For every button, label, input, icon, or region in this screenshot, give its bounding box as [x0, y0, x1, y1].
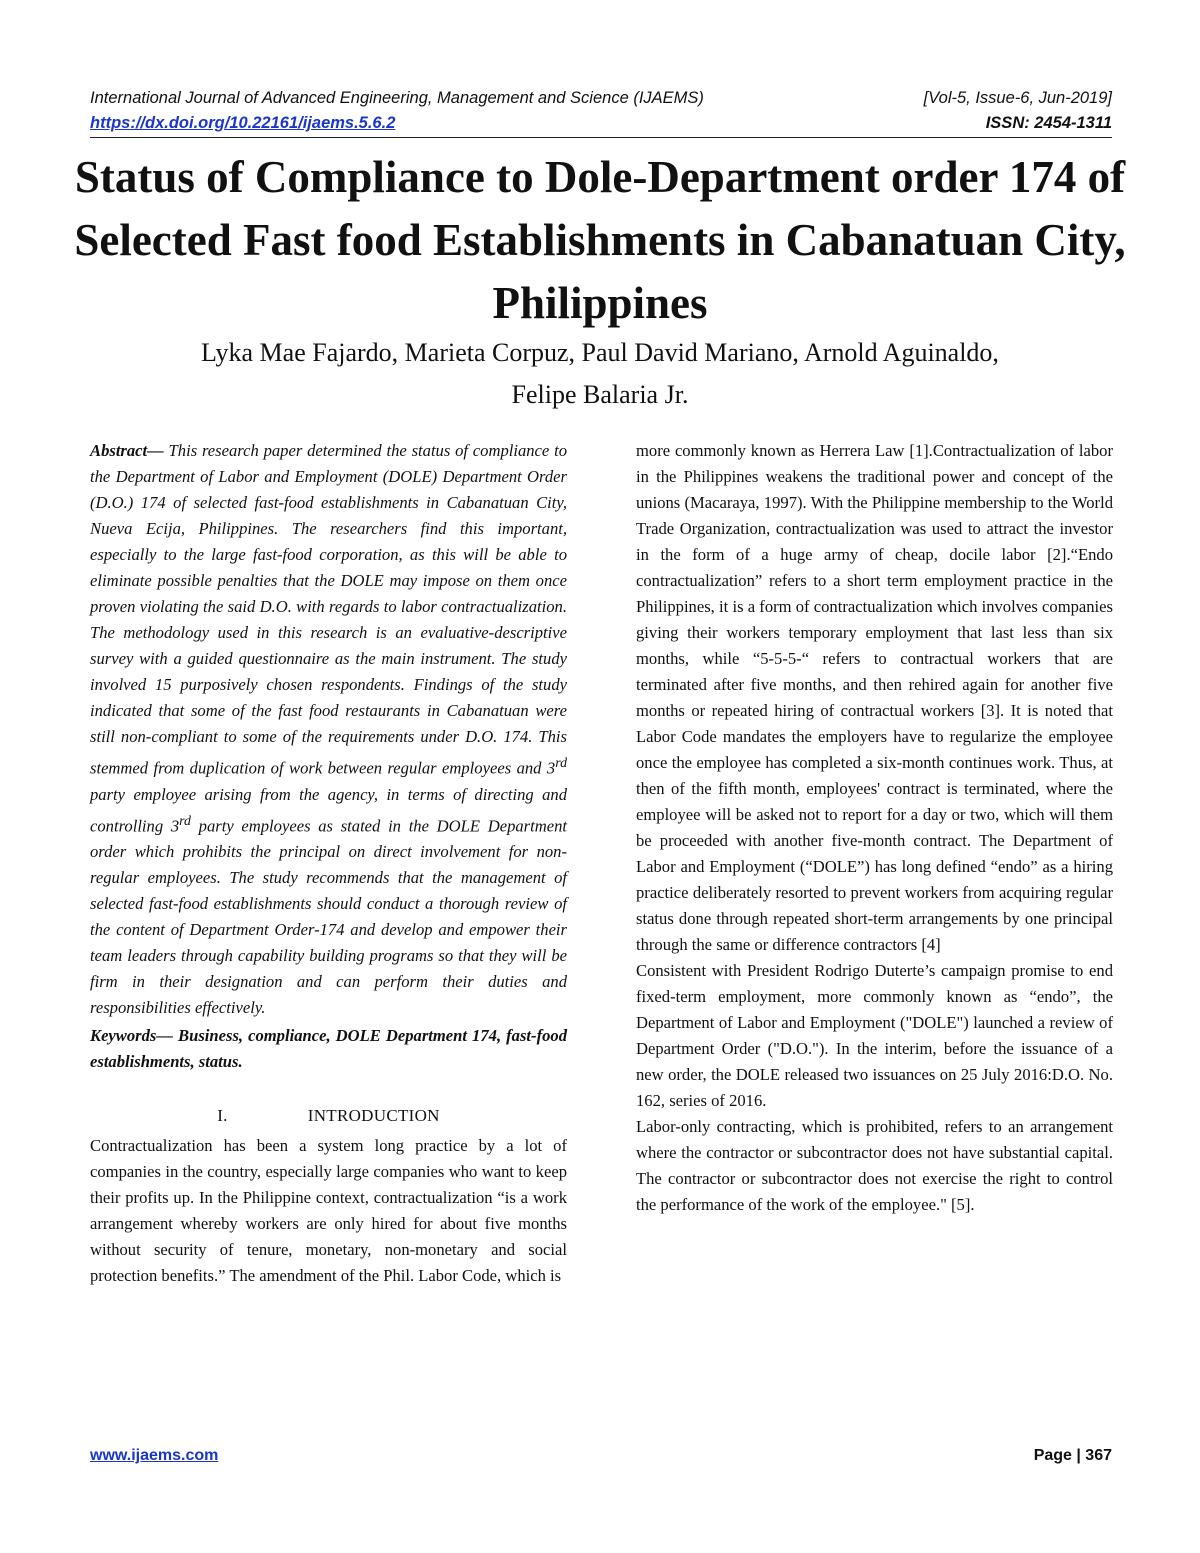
page-footer [90, 1447, 1112, 1465]
section-title: INTRODUCTION [307, 1106, 440, 1126]
journal-name: International Journal of Advanced Engineering, Management and Science (IJAEMS) [90, 89, 704, 107]
page-number: Page | 367 [1033, 1447, 1112, 1464]
website-link[interactable]: www.ijaems.com [90, 1447, 219, 1464]
author-list [80, 332, 1120, 416]
section-number: I. [217, 1106, 228, 1126]
body-paragraph-1: more commonly known as Herrera Law [1].Contractualization of labor in the Philippines weakens the traditional power and concept of the unions (Macaraya, 1997). With the Philippine membership to the World Trade Organization, contractualization was used to attract the investor in the form of a huge army of cheap, docile labor [2].“Endo contractualization” refers to a short term employment practice in the Philippines, it is a form of contractualization which involves companies giving their workers temporary employment that last less than six months, while “5-5-5-“ refers to contractual workers that are terminated after five months, and then rehired again for another five months or repeated hiring of contractual workers [3]. It is noted that Labor Code mandates the employers have to regularize the employee once the employee has completed a six-month continues work. Thus, at then of the fifth month, employees' contract is terminated, where the employee will be asked not to report for a day or two, which will them be proceeded with another five-month contract. The Department of Labor and Employment (“DOLE”) has long defined “endo” as a hiring practice deliberately resorted to prevent workers from acquiring regular status done through repeated short-term arrangements by one principal through the same or difference contractors [4] [636, 441, 1113, 954]
body-paragraph-2: Consistent with President Rodrigo Duterte’s campaign promise to end fixed-term employment, more commonly known as “endo”, the Department of Labor and Employment ("DOLE") launched a review of Department Order ("D.O."). In the interim, before the issuance of a new order, the DOLE released two issuances on 25 July 2016:D.O. No. 162, series of 2016. [636, 961, 1113, 1110]
issn: ISSN: 2454-1311 [985, 114, 1112, 132]
left-column [90, 438, 567, 1289]
author-line-2: Felipe Balaria Jr. [511, 380, 689, 409]
running-header [90, 86, 1112, 136]
right-column [636, 438, 1113, 1218]
author-line-1: Lyka Mae Fajardo, Marieta Corpuz, Paul David Mariano, Arnold Aguinaldo, [201, 338, 999, 367]
abstract: Abstract— This research paper determined the status of compliance to the Department of Labor and Employment (DOLE) Department Order (D.O.) 174 of selected fast-food establishments in Cabanatuan City, Nueva Ecija, Philippines. The researchers find this important, especially to the large fast-food corporation, as this will be able to eliminate possible penalties that the DOLE may impose on them once proven violating the said D.O. with regards to labor contractualization. The methodology used in this research is an evaluative-descriptive survey with a guided questionnaire as the main instrument. The study involved 15 purposively chosen respondents. Findings of the study indicated that some of the fast food restaurants in Cabanatuan were still non-compliant to some of the requirements under D.O. 174. This stemmed from duplication of work between regular employees and 3rd party employee arising from the agency, in terms of directing and controlling 3rd party employees as stated in the DOLE Department order which prohibits the principal on direct involvement for non-regular employees. The study recommends that the management of selected fast-food establishments should conduct a thorough review of the content of Department Order-174 and develop and empower their team leaders through capability building programs so that they will be firm in their designation and can perform their duties and responsibilities effectively. [90, 441, 567, 1018]
volume-issue: [Vol-5, Issue-6, Jun-2019] [923, 89, 1112, 107]
doi-link[interactable]: https://dx.doi.org/10.22161/ijaems.5.6.2 [90, 114, 396, 132]
intro-paragraph: Contractualization has been a system long practice by a lot of companies in the country, especially large companies who want to keep their profits up. In the Philippine context, contractualization “is a work arrangement whereby workers are only hired for about five months without security of tenure, monetary, non-monetary and social protection benefits.” The amendment of the Phil. Labor Code, which is [90, 1136, 567, 1286]
paper-title: Status of Compliance to Dole-Department order 174 of Selected Fast food Establishments in Cabanatuan City, Philippines [74, 152, 1126, 328]
keywords: Keywords— Business, compliance, DOLE Department 174, fast-food establishments, status. [90, 1026, 567, 1072]
body-paragraph-3: Labor-only contracting, which is prohibited, refers to an arrangement where the contractor or subcontractor does not have substantial capital. The contractor or subcontractor does not exercise the right to control the performance of the work of the employee." [5]. [636, 1117, 1113, 1214]
section-heading-introduction [90, 1103, 567, 1129]
abstract-label: Abstract— [90, 441, 164, 460]
header-rule [90, 137, 1112, 138]
